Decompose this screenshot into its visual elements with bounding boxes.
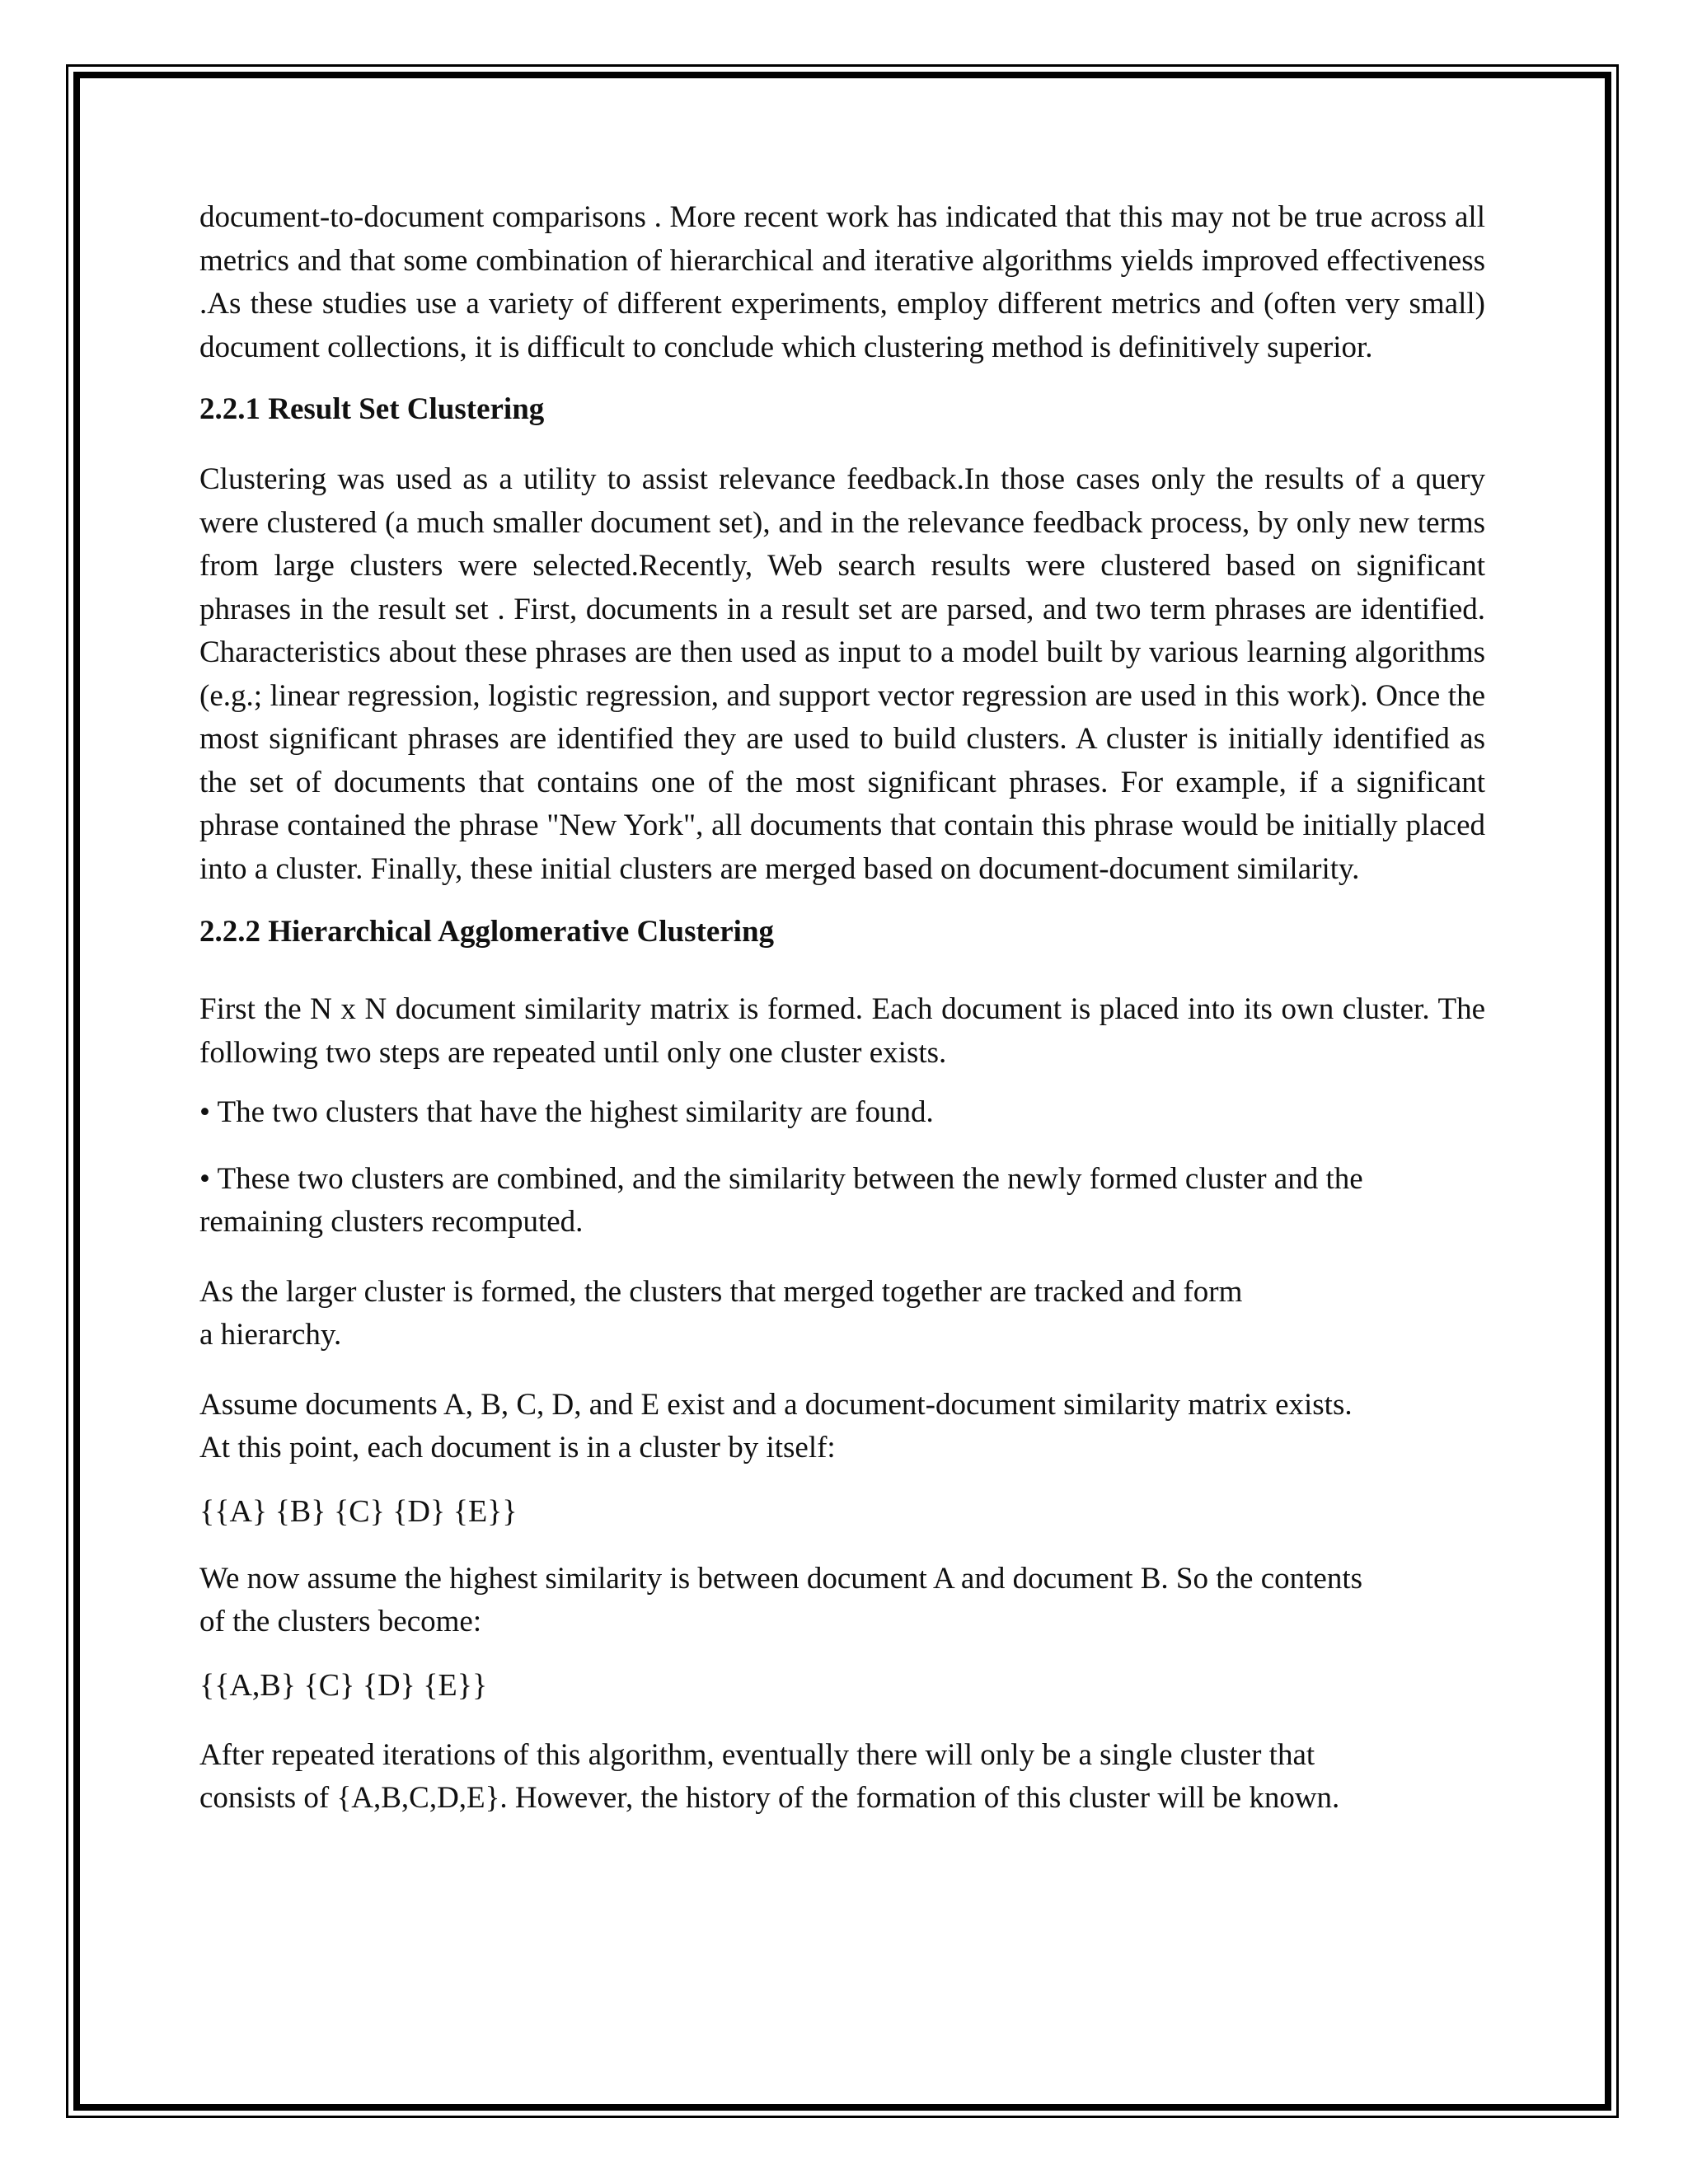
result-set-clustering-paragraph: Clustering was used as a utility to assist relevance feedback.In those cases only the results of a query were clustered (a much smaller document set), and in the relevance feedback process, by only new terms from large clusters were selected.Recently, Web search results were clustered based on significant phrases in the result set . First, documents in a result set are parsed, and two term phrases are identified. Characteristics about these phrases are then used as input to a model built by various learning algorithms (e.g.; linear regression, logistic regression, and support vector regression are used in this work). Once the most significant phrases are identified they are used to build clusters. A cluster is initially identified as the set of documents that contains one of the most significant phrases. For example, if a significant phrase contained the phrase "New York", all documents that contain this phrase would be initially placed into a cluster. Finally, these initial clusters are merged based on document-document similarity. (199, 462, 1485, 886)
final-line-2: consists of {A,B,C,D,E}. However, the history of the formation of this cluster will be known. (199, 1781, 1340, 1815)
hac-intro-paragraph: First the N x N document similarity matrix is formed. Each document is placed into its own cluster. The following two steps are repeated until only one cluster exists. (199, 992, 1485, 1070)
section-heading-result-set-clustering: 2.2.1 Result Set Clustering (199, 392, 545, 426)
assume-line-2: At this point, each document is in a cluster by itself: (199, 1431, 836, 1465)
final-paragraph (199, 1734, 1485, 1821)
cluster-set-initial: {{A} {B} {C} {D} {E}} (199, 1493, 518, 1529)
bullet-item-highest-similarity: • The two clusters that have the highest similarity are found. (199, 1095, 934, 1129)
assume-paragraph (199, 1384, 1485, 1470)
section-heading-hierarchical-agglomerative-clustering: 2.2.2 Hierarchical Agglomerative Clustering (199, 915, 775, 949)
hierarchy-paragraph (199, 1271, 1485, 1357)
hierarchy-line-1: As the larger cluster is formed, the clusters that merged together are tracked and form (199, 1274, 1243, 1309)
now-line-1: We now assume the highest similarity is between document A and document B. So the contents (199, 1561, 1363, 1596)
cluster-set-merged: {{A,B} {C} {D} {E}} (199, 1667, 488, 1703)
hierarchy-line-2: a hierarchy. (199, 1318, 342, 1352)
intro-paragraph: document-to-document comparisons . More recent work has indicated that this may not be true across all metrics and that some combination of hierarchical and iterative algorithms yields improved effectiveness .As these studies use a variety of different experiments, employ different metrics and (often very small) document collections, it is difficult to conclude which clustering method is definitively superior. (199, 200, 1485, 364)
final-line-1: After repeated iterations of this algorithm, eventually there will only be a single cluster that (199, 1737, 1315, 1772)
highest-similarity-paragraph (199, 1558, 1485, 1644)
now-line-2: of the clusters become: (199, 1605, 482, 1638)
assume-line-1: Assume documents A, B, C, D, and E exist and a document-document similarity matrix exists. (199, 1387, 1353, 1422)
bullet-item-combine-clusters: • These two clusters are combined, and the similarity between the newly formed cluster and the remaining clusters recomputed. (199, 1161, 1363, 1239)
page-content (199, 196, 1485, 1821)
